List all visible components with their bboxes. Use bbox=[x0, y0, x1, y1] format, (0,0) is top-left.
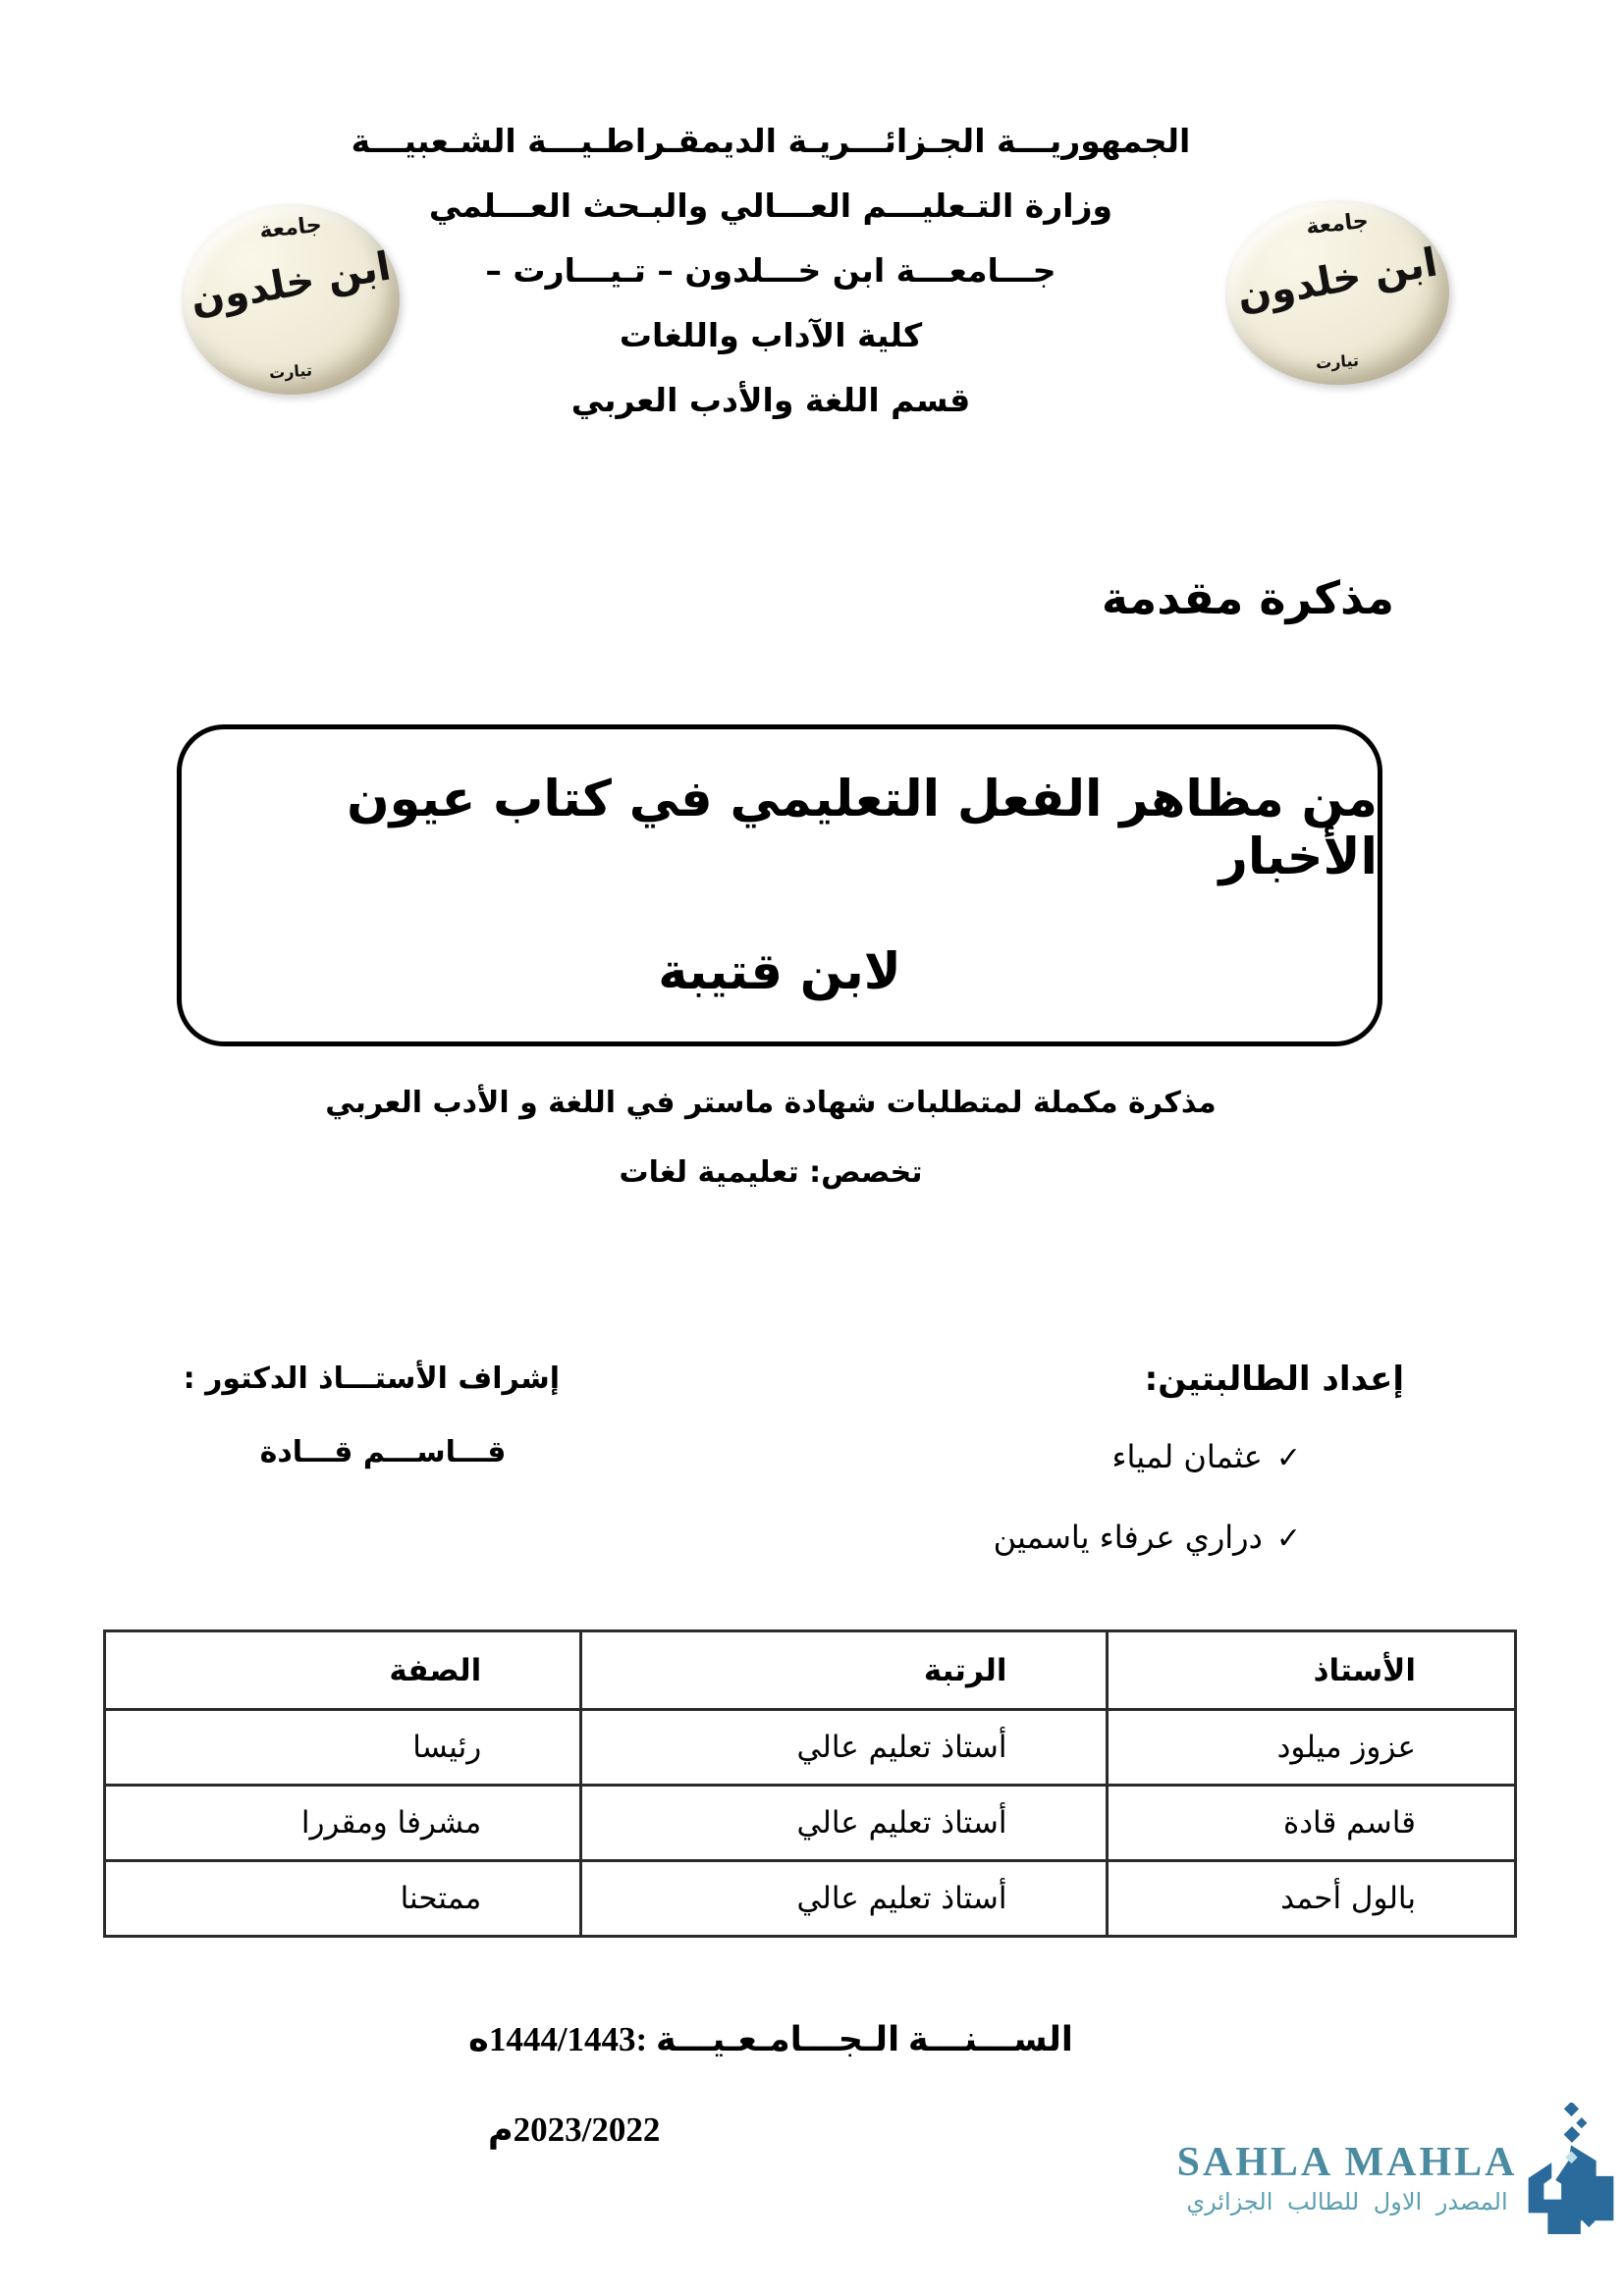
header-line-faculty: كلية الآداب واللغات bbox=[619, 316, 923, 354]
jury-table bbox=[103, 1629, 1517, 1938]
prepared-by-heading: إعداد الطالبتين: bbox=[1144, 1360, 1404, 1399]
seal-top-word: جامعة bbox=[1305, 208, 1370, 240]
student-name: عثمان لمياء bbox=[1111, 1438, 1263, 1475]
thesis-title-line2: لابن قتيبة bbox=[658, 942, 901, 1001]
academic-year-hijri: الســـنـــة الـجـــامـعـيـــة :1444/1443ه bbox=[468, 2020, 1073, 2058]
cell-professor: بالول أحمد bbox=[1107, 1861, 1516, 1937]
check-icon: ✓ bbox=[1275, 1441, 1301, 1475]
header-line-ministry: وزارة التـعليـــم العـــالي والبـحث العـــلمي bbox=[428, 187, 1113, 225]
thesis-title-line1: من مظاهر الفعل التعليمي في كتاب عيون الأخبار bbox=[347, 770, 1378, 886]
table-row bbox=[105, 1710, 1516, 1786]
student-item bbox=[994, 1433, 1404, 1482]
prepared-by-block bbox=[994, 1357, 1404, 1563]
subtitle-degree: مذكرة مكملة لمتطلبات شهادة ماستر في اللغة و الأدب العربي bbox=[325, 1086, 1217, 1120]
university-seal-left bbox=[182, 204, 400, 395]
seal-bottom-word: تيارت bbox=[1315, 350, 1360, 373]
check-icon: ✓ bbox=[1275, 1522, 1301, 1556]
university-seal-right bbox=[1225, 200, 1449, 385]
subtitle-block bbox=[245, 1086, 1296, 1190]
cell-professor: قاسم قادة bbox=[1107, 1786, 1516, 1861]
jury-header-row bbox=[105, 1631, 1516, 1710]
supervision-block bbox=[183, 1357, 560, 1469]
seal-top-word: جامعة bbox=[258, 212, 323, 244]
seal-main-word: ابن خلدون bbox=[187, 243, 395, 324]
cell-rank: أستاذ تعليم عالي bbox=[581, 1861, 1107, 1937]
cell-role: مشرفا ومقررا bbox=[105, 1786, 581, 1861]
cell-rank: أستاذ تعليم عالي bbox=[581, 1710, 1107, 1786]
supervisor-name: قـــاســـم قـــادة bbox=[259, 1435, 507, 1469]
jury-col-professor: الأستاذ bbox=[1107, 1631, 1516, 1710]
brand-tagline: المصدر الاول للطالب الجزائري bbox=[1186, 2188, 1508, 2216]
subtitle-specialty: تخصص: تعليمية لغات bbox=[619, 1155, 923, 1190]
jury-col-rank: الرتبة bbox=[581, 1631, 1107, 1710]
jury-col-role: الصفة bbox=[105, 1631, 581, 1710]
academic-year-gregorian: 2023/2022م bbox=[488, 2110, 661, 2149]
brand-logo bbox=[1170, 2140, 1524, 2218]
thesis-title-box bbox=[177, 724, 1382, 1046]
student-item bbox=[994, 1514, 1404, 1563]
brand-calligraphy-icon bbox=[1522, 2103, 1620, 2238]
header-line-department: قسم اللغة والأدب العربي bbox=[570, 381, 971, 419]
table-row bbox=[105, 1861, 1516, 1937]
cell-rank: أستاذ تعليم عالي bbox=[581, 1786, 1107, 1861]
cell-role: رئيسا bbox=[105, 1710, 581, 1786]
header-block bbox=[245, 120, 1296, 444]
brand-name: SAHLA MAHLA bbox=[1176, 2140, 1518, 2185]
cell-role: ممتحنا bbox=[105, 1861, 581, 1937]
student-name: دراري عرفاء ياسمين bbox=[993, 1519, 1263, 1556]
intro-label: مذكرة مقدمة bbox=[1101, 571, 1394, 624]
header-line-republic: الجمهوريـــة الجـزائـــريـة الديمقـراطـيـــة الشـعبيـــة bbox=[351, 122, 1191, 160]
seal-bottom-word: تيارت bbox=[268, 360, 313, 383]
supervision-heading: إشراف الأستـــاذ الدكتور : bbox=[183, 1362, 560, 1396]
header-line-university: جـــامعـــة ابن خـــلدون – تـيـــارت – bbox=[485, 251, 1056, 290]
table-row bbox=[105, 1786, 1516, 1861]
seal-main-word: ابن خلدون bbox=[1233, 240, 1441, 320]
cell-professor: عزوز ميلود bbox=[1107, 1710, 1516, 1786]
